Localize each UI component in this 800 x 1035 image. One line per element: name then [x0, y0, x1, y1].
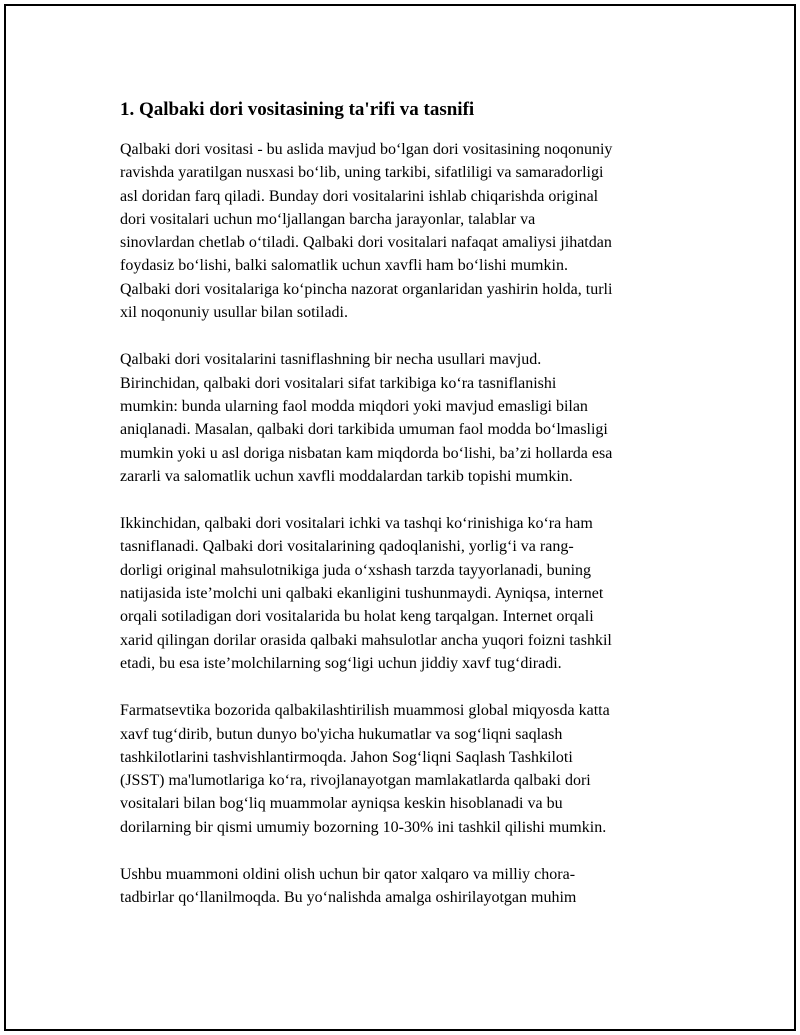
paragraph	[120, 699, 692, 839]
text-line: Birinchidan, qalbaki dori vositalari sifat tarkibiga ko‘ra tasniflanishi	[120, 374, 557, 392]
text-line: (JSST) ma'lumotlariga ko‘ra, rivojlanayotgan mamlakatlarda qalbaki dori	[120, 772, 591, 790]
document-body	[120, 96, 692, 934]
text-line: ravishda yaratilgan nusxasi bo‘lib, uning tarkibi, sifatliligi va samaradorligi	[120, 164, 604, 182]
paragraph	[120, 512, 692, 675]
paragraph	[120, 138, 692, 324]
text-line: aniqlanadi. Masalan, qalbaki dori tarkibida umuman faol modda bo‘lmasligi	[120, 421, 608, 439]
text-line: dorilarning bir qismi umumiy bozorning 10-30% ini tashkil qilishi mumkin.	[120, 818, 607, 836]
text-line: Qalbaki dori vositalariga ko‘pincha nazorat organlaridan yashirin holda, turli	[120, 280, 613, 298]
section-heading: 1. Qalbaki dori vositasining ta'rifi va tasnifi	[120, 99, 475, 120]
text-line: Qalbaki dori vositalarini tasniflashning bir necha usullari mavjud.	[120, 351, 542, 369]
text-line: asl doridan farq qiladi. Bunday dori vositalarini ishlab chiqarishda original	[120, 187, 599, 205]
text-line: mumkin yoki u asl doriga nisbatan kam miqdorda bo‘lishi, ba’zi hollarda esa	[120, 444, 613, 462]
text-line: Farmatsevtika bozorida qalbakilashtirilish muammosi global miqyosda katta	[120, 702, 610, 720]
paragraph	[120, 863, 692, 910]
text-line: vositalari bilan bog‘liq muammolar ayniqsa keskin hisoblanadi va bu	[120, 795, 563, 813]
text-line: tadbirlar qo‘llanilmoqda. Bu yo‘nalishda amalga oshirilayotgan muhim	[120, 889, 577, 907]
text-line: dorligi original mahsulotnikiga juda o‘xshash tarzda tayyorlanadi, buning	[120, 561, 592, 579]
text-line: mumkin: bunda ularning faol modda miqdori yoki mavjud emasligi bilan	[120, 397, 588, 415]
text-line: xarid qilingan dorilar orasida qalbaki mahsulotlar ancha yuqori foizni tashkil	[120, 631, 612, 649]
paragraph-list	[120, 138, 692, 910]
text-line: dori vositalari uchun mo‘ljallangan barcha jarayonlar, talablar va	[120, 210, 536, 228]
text-line: Ushbu muammoni oldini olish uchun bir qator xalqaro va milliy chora-	[120, 866, 576, 884]
text-line: tasniflanadi. Qalbaki dori vositalarining qadoqlanishi, yorlig‘i va rang-	[120, 538, 574, 556]
text-line: etadi, bu esa iste’molchilarning sog‘ligi uchun jiddiy xavf tug‘diradi.	[120, 654, 562, 672]
text-line: xavf tug‘dirib, butun dunyo bo'yicha hukumatlar va sog‘liqni saqlash	[120, 725, 563, 743]
text-line: orqali sotiladigan dori vositalarida bu holat keng tarqalgan. Internet orqali	[120, 608, 594, 626]
text-line: sinovlardan chetlab o‘tiladi. Qalbaki dori vositalari nafaqat amaliysi jihatdan	[120, 234, 612, 252]
page	[4, 4, 796, 1031]
text-line: tashkilotlarini tashvishlantirmoqda. Jahon Sog‘liqni Saqlash Tashkiloti	[120, 748, 573, 766]
text-line: natijasida iste’molchi uni qalbaki ekanligini tushunmaydi. Ayniqsa, internet	[120, 585, 604, 603]
text-line: xil noqonuniy usullar bilan sotiladi.	[120, 304, 348, 322]
text-line: zararli va salomatlik uchun xavfli moddalardan tarkib topishi mumkin.	[120, 467, 573, 485]
text-line: Qalbaki dori vositasi - bu aslida mavjud bo‘lgan dori vositasining noqonuniy	[120, 141, 613, 158]
text-line: Ikkinchidan, qalbaki dori vositalari ichki va tashqi ko‘rinishiga ko‘ra ham	[120, 515, 593, 533]
text-line: foydasiz bo‘lishi, balki salomatlik uchun xavfli ham bo‘lishi mumkin.	[120, 257, 568, 275]
paragraph	[120, 348, 692, 488]
